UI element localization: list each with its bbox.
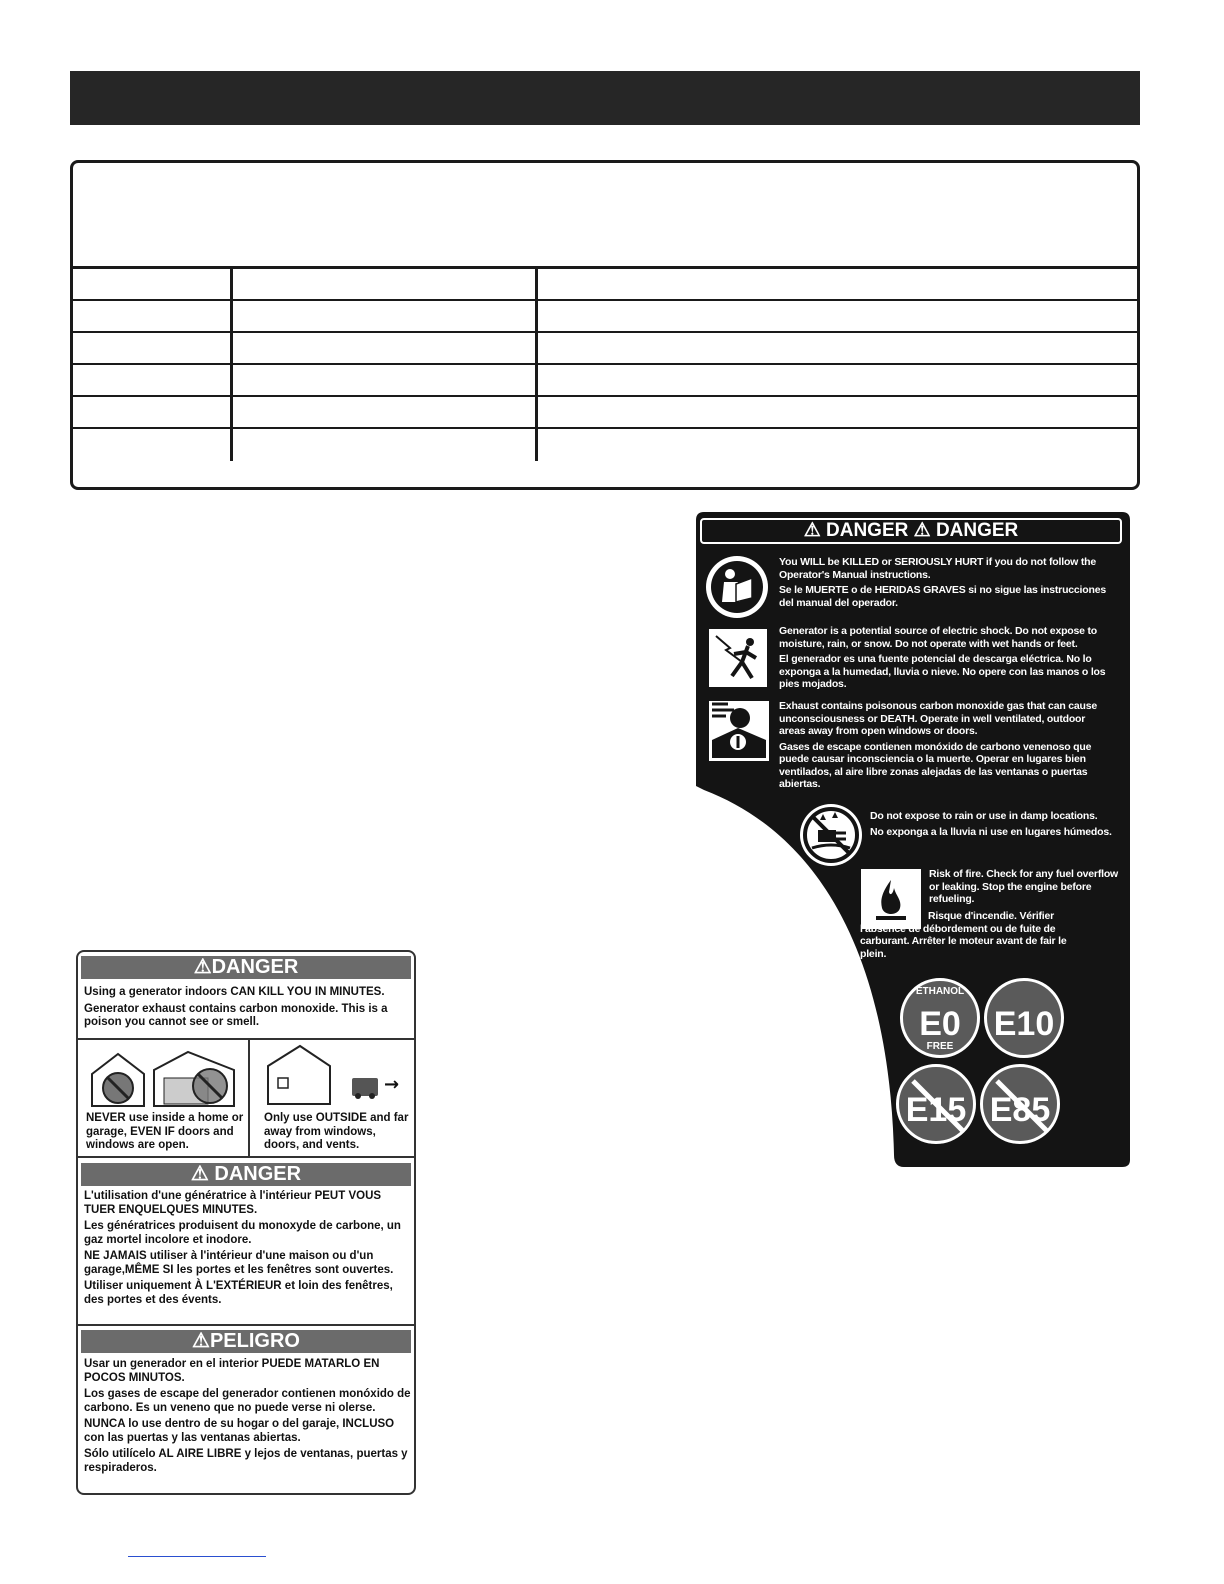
- footer-link-underline[interactable]: [128, 1556, 266, 1557]
- es-peligro-header: ⚠PELIGRO: [81, 1330, 411, 1353]
- decal-item-4-en: Do not expose to rain or use in damp locations.: [870, 810, 1098, 822]
- co-danger-label: [76, 950, 416, 1495]
- fr-danger-header: ⚠ DANGER: [81, 1163, 411, 1186]
- free-label: FREE: [926, 1041, 954, 1052]
- table-row: [73, 429, 1137, 461]
- table-row: [73, 365, 1137, 397]
- en-line-2: Generator exhaust contains carbon monoxide. This is a poison you cannot see or smell.: [84, 1002, 388, 1028]
- es-line-4: Sólo utilícelo AL AIRE LIBRE y lejos de ventanas, puertas y respiraderos.: [84, 1448, 408, 1474]
- fuel-e10-badge: [984, 978, 1064, 1058]
- es-line-3: NUNCA lo use dentro de su hogar o del garaje, INCLUSO con las puertas y las ventanas abiertas.: [84, 1418, 395, 1444]
- decal-item-4-es: No exponga a la lluvia ni use en lugares húmedos.: [870, 825, 1112, 838]
- e15-label: E15: [905, 1091, 967, 1129]
- decal-item-2-es: El generador es una fuente potencial de descarga eléctrica. No lo exponga a la humedad, lluvia o nieve. No opere con las manos o los pies mojados.: [779, 653, 1106, 690]
- e0-label: E0: [919, 1005, 961, 1043]
- fuel-e0-badge: [900, 978, 980, 1058]
- decal-item-5-en: Risk of fire. Check for any fuel overflow or leaking. Stop the engine before refueling.: [929, 868, 1119, 905]
- table-caption: [73, 163, 1137, 269]
- e10-label: E10: [993, 1005, 1055, 1043]
- table-row: [73, 333, 1137, 365]
- house-garage-prohibited-icon: [88, 1050, 238, 1110]
- table-row: [73, 269, 1137, 301]
- arrow-right-icon: →: [384, 1074, 400, 1095]
- es-line-2: Los gases de escape del generador contienen monóxido de carbono. Es un veneno que no puede verse ni olerse.: [84, 1388, 411, 1414]
- decal-item-3-en: Exhaust contains poisonous carbon monoxide gas that can cause unconsciousness or DEATH. Operate in well ventilated, outdoor areas away from open windows or doors.: [779, 700, 1098, 737]
- generator-icon: [350, 1074, 380, 1100]
- danger-decal: [694, 510, 1132, 1170]
- es-line-1: Usar un generador en el interior PUEDE MATARLO EN POCOS MINUTOS.: [84, 1358, 380, 1384]
- decal-item-2-en: Generator is a potential source of electric shock. Do not expose to moisture, rain, or snow. Do not operate with wet hands or feet.: [779, 625, 1098, 650]
- decal-item-1-es: Se le MUERTE o de HERIDAS GRAVES si no sigue las instrucciones del manual del operador.: [779, 584, 1106, 609]
- prohibited-slash-icon: [899, 1067, 979, 1147]
- house-outline-icon: [264, 1044, 334, 1106]
- ethanol-label: ETHANOL: [915, 986, 965, 997]
- read-manual-icon: [704, 554, 770, 620]
- fr-line-2: Les génératrices produisent du monoxyde de carbone, un gaz mortel incolore et inodore.: [84, 1220, 401, 1246]
- section-header-bar: [70, 71, 1140, 125]
- fr-line-4: Utiliser uniquement À L'EXTÉRIEUR et loin des fenêtres, des portes et des évents.: [84, 1280, 393, 1306]
- outside-caption: Only use OUTSIDE and far away from windows, doors, and vents.: [264, 1112, 409, 1151]
- table-row: [73, 301, 1137, 333]
- decal-title: ⚠ DANGER ⚠ DANGER: [700, 518, 1122, 544]
- prohibited-slash-icon: [983, 1067, 1063, 1147]
- electric-shock-icon: [708, 628, 768, 688]
- table-row: [73, 397, 1137, 429]
- fr-line-3: NE JAMAIS utiliser à l'intérieur d'une maison ou d'un garage,MÊME SI les portes et les fenêtres sont ouvertes.: [84, 1250, 394, 1276]
- pictogram-grid: [78, 1038, 414, 1158]
- fr-line-1: L'utilisation d'une génératrice à l'intérieur PEUT VOUS TUER ENQUELQUES MINUTES.: [84, 1190, 382, 1216]
- no-rain-icon: [798, 802, 864, 868]
- decal-item-5-fr: Risque d'incendie. Vérifier l'absence de débordement ou de fuite de carburant. Arrêter le moteur avant de fair le plein.: [860, 910, 1067, 960]
- e85-label: E85: [989, 1091, 1051, 1129]
- fuel-e85-prohibited-badge: [980, 1064, 1060, 1144]
- decal-item-1-en: You WILL be KILLED or SERIOUSLY HURT if you do not follow the Operator's Manual instructions.: [779, 556, 1096, 581]
- symbols-table: [70, 160, 1140, 490]
- carbon-monoxide-icon: [708, 700, 770, 762]
- fuel-e15-prohibited-badge: [896, 1064, 976, 1144]
- en-line-1: Using a generator indoors CAN KILL YOU IN MINUTES.: [84, 986, 385, 998]
- never-caption: NEVER use inside a home or garage, EVEN IF doors and windows are open.: [86, 1112, 244, 1151]
- decal-item-3-es: Gases de escape contienen monóxido de carbono venenoso que puede causar inconsciencia o la muerte. Operar en lugares bien ventilados, al aire libre zonas alejadas de las ventanas o puertas abiertas.: [779, 740, 1092, 790]
- en-danger-header: ⚠DANGER: [81, 956, 411, 979]
